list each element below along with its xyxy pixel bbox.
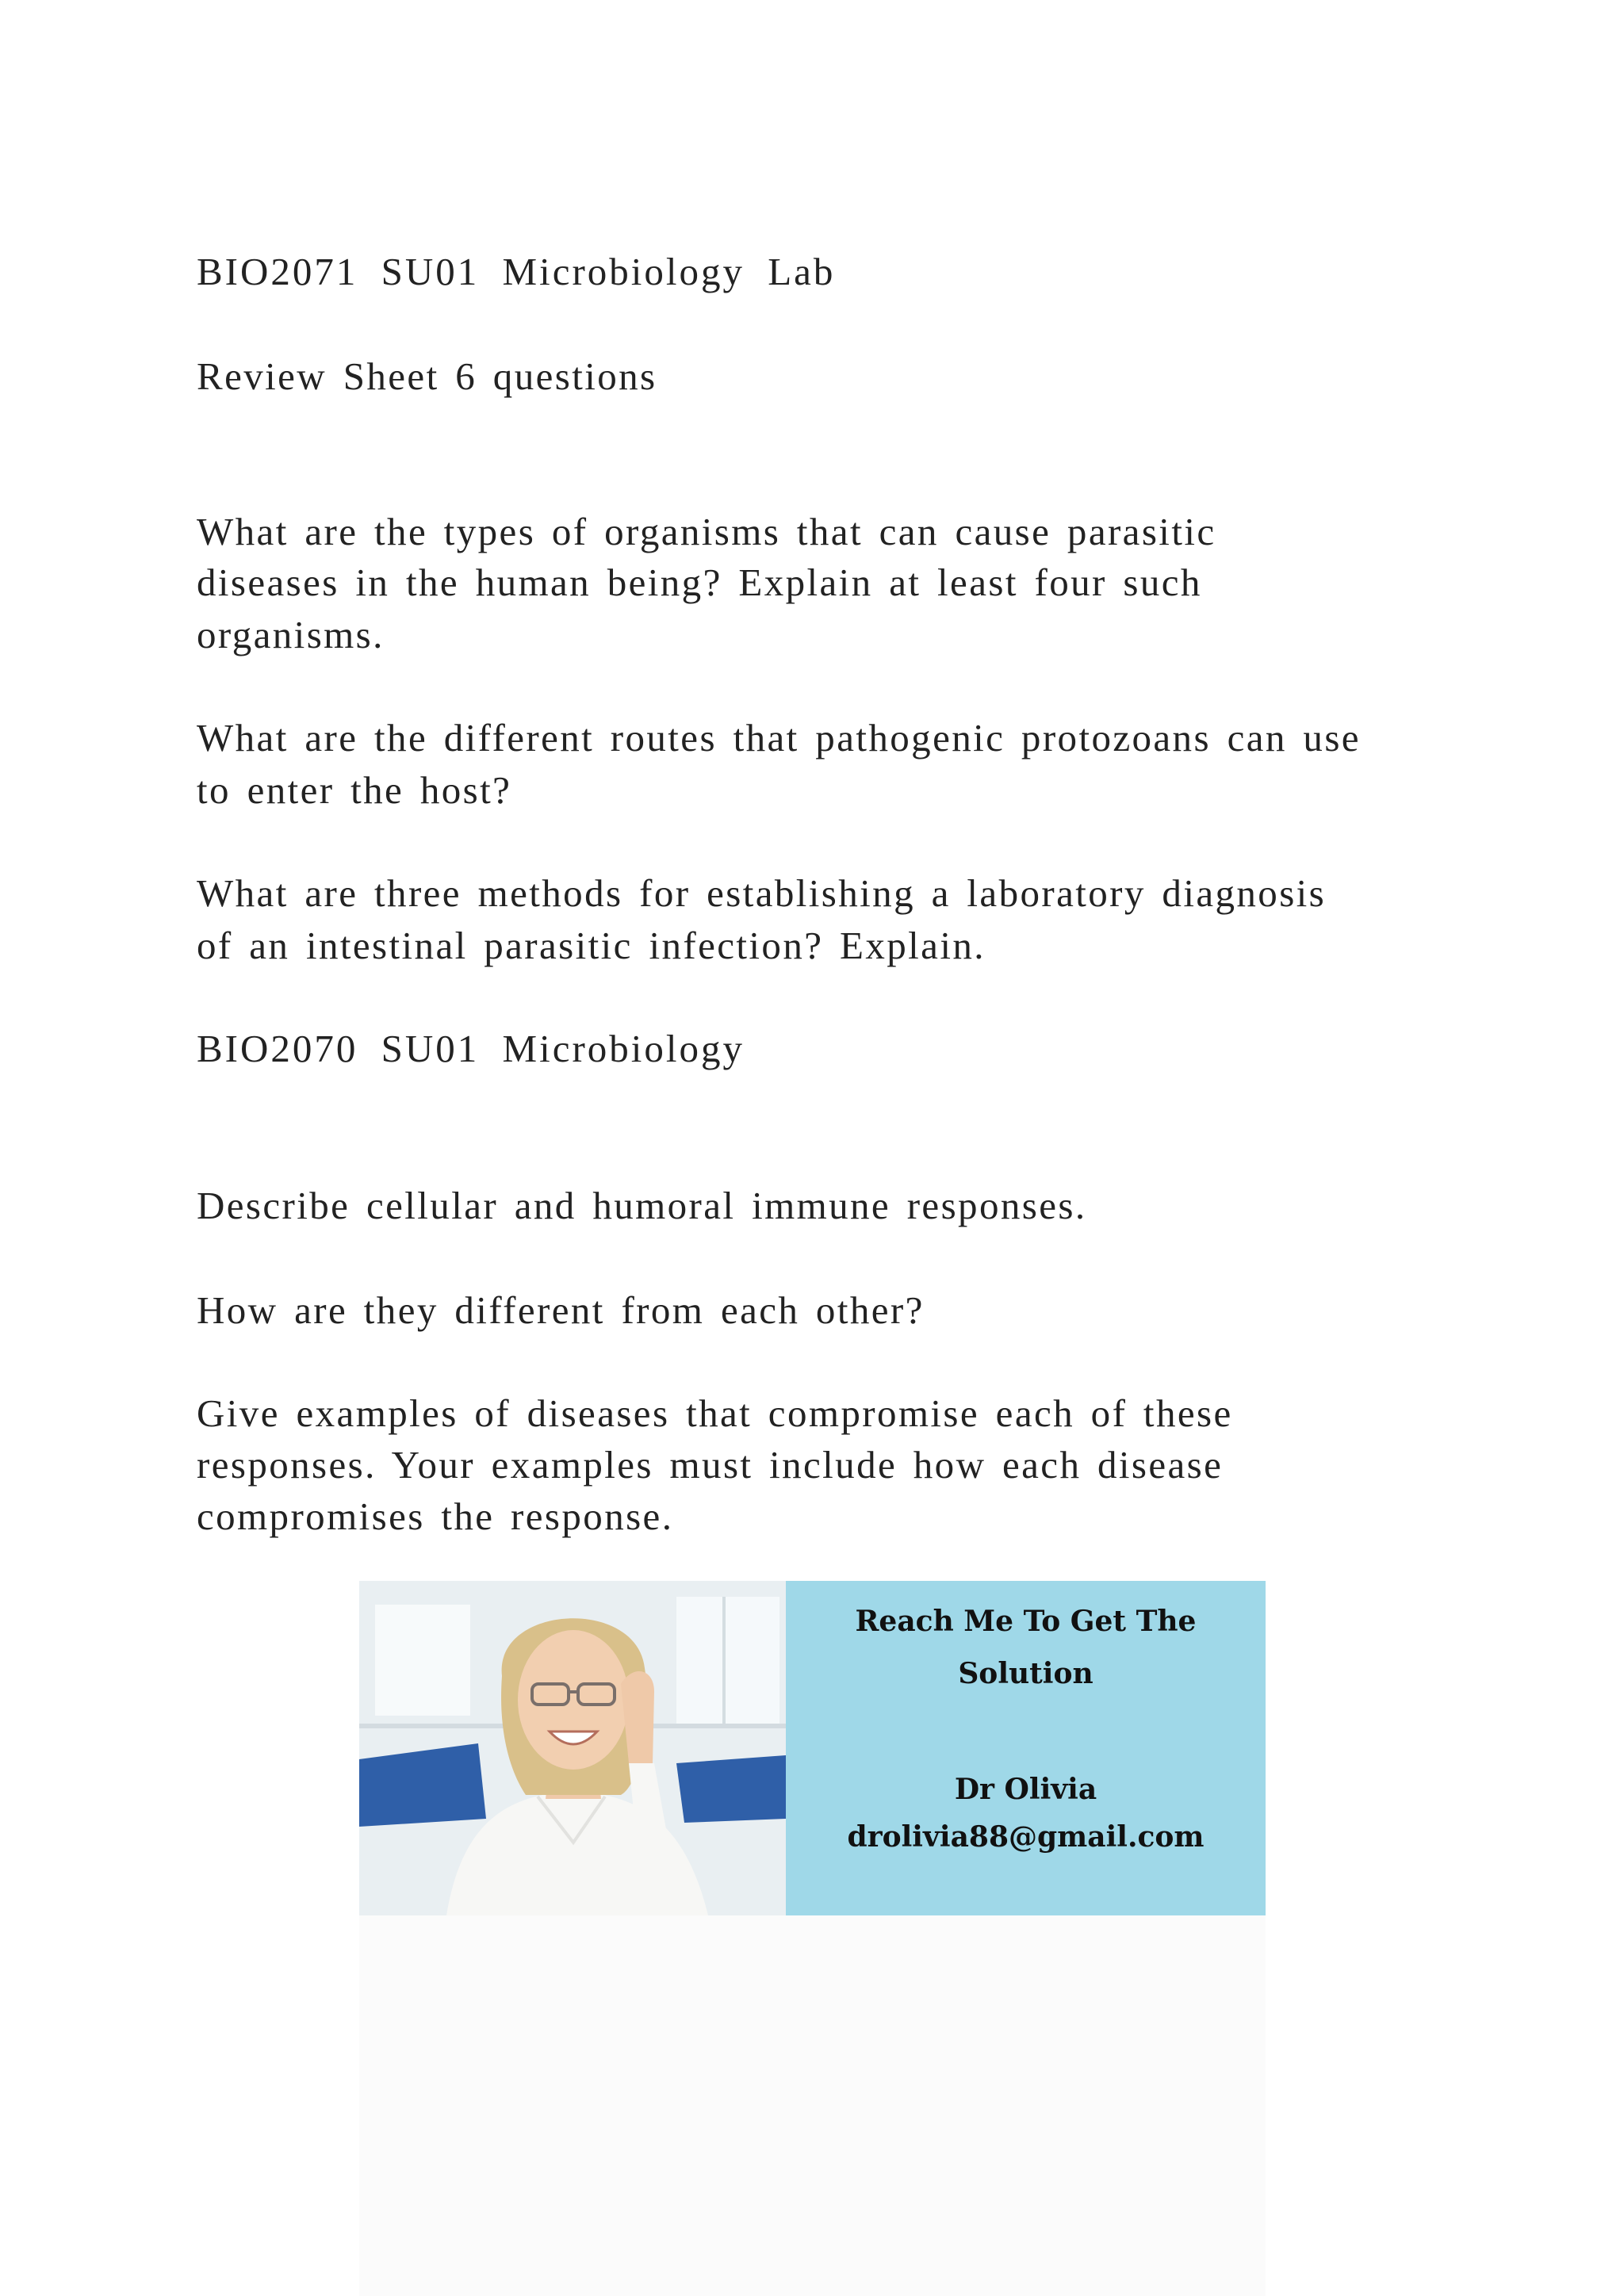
blank-area (359, 1915, 1266, 2296)
question-5: How are they different from each other? (197, 1288, 925, 1332)
question-6-line-2: responses. Your examples must include how each disease (197, 1443, 1224, 1487)
question-4: Describe cellular and humoral immune responses. (197, 1184, 1087, 1227)
review-sheet-subheading: Review Sheet 6 questions (197, 354, 657, 398)
question-2-line-1: What are the different routes that pathogenic protozoans can use (197, 716, 1361, 760)
woman-with-glasses-illustration (359, 1581, 786, 1915)
banner-name: Dr Olivia (954, 1773, 1097, 1806)
question-1-line-3: organisms. (197, 613, 385, 656)
question-3-line-2: of an intestinal parasitic infection? Explain. (197, 924, 986, 967)
contact-banner[interactable] (359, 1581, 1266, 1915)
question-1-line-2: diseases in the human being? Explain at least four such (197, 561, 1202, 604)
question-2-line-2: to enter the host? (197, 768, 512, 812)
question-1-line-1: What are the types of organisms that can cause parasitic (197, 510, 1216, 553)
question-3-line-1: What are three methods for establishing a laboratory diagnosis (197, 871, 1327, 915)
banner-line-2: Solution (958, 1657, 1094, 1690)
banner-contact-panel (786, 1581, 1266, 1915)
banner-photo (359, 1581, 786, 1915)
course-heading-lab: BIO2071 SU01 Microbiology Lab (197, 250, 836, 293)
banner-email[interactable]: drolivia88@gmail.com (847, 1820, 1205, 1854)
question-6-line-3: compromises the response. (197, 1494, 674, 1538)
question-6-line-1: Give examples of diseases that compromise each of these (197, 1391, 1233, 1435)
course-heading-lecture: BIO2070 SU01 Microbiology (197, 1027, 745, 1070)
banner-line-1: Reach Me To Get The (855, 1605, 1197, 1638)
